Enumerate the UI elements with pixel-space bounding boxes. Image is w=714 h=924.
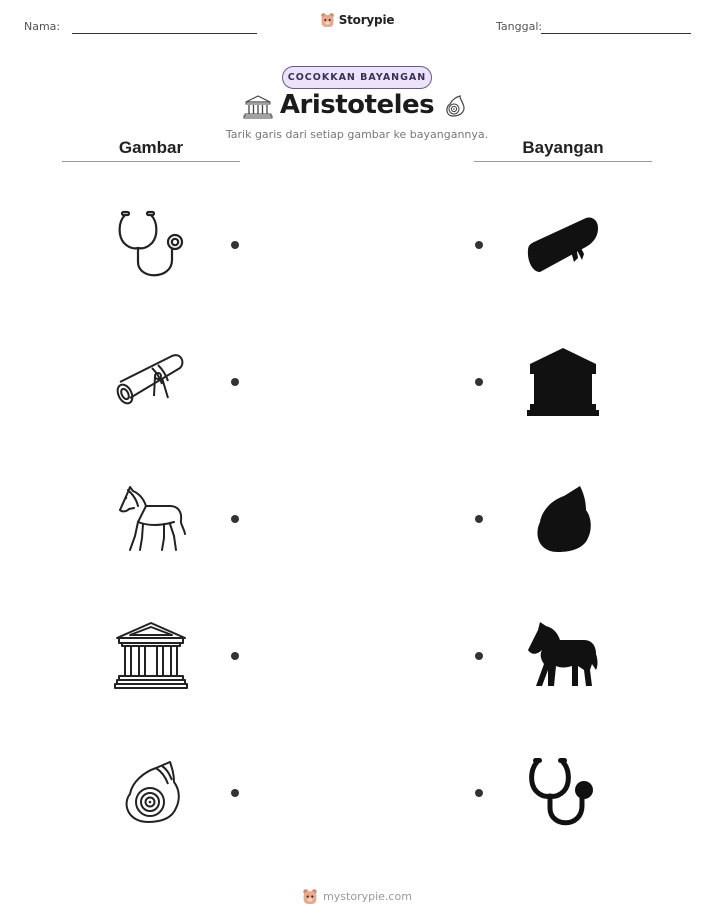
name-label: Nama: bbox=[24, 20, 61, 33]
column-header-right: Bayangan bbox=[522, 138, 604, 157]
stethoscope-silhouette[interactable] bbox=[526, 756, 600, 830]
date-label: Tanggal: bbox=[496, 20, 543, 33]
shell-silhouette[interactable] bbox=[532, 484, 592, 554]
instructions: Tarik garis dari setiap gambar ke bayangannya. bbox=[225, 128, 489, 141]
scroll-icon[interactable] bbox=[114, 348, 188, 414]
shell-icon bbox=[443, 94, 467, 120]
footer bbox=[0, 888, 714, 905]
brand-text: Storypie bbox=[338, 13, 395, 27]
brand-logo bbox=[0, 12, 714, 28]
bear-icon bbox=[320, 12, 335, 28]
match-dot-left[interactable] bbox=[231, 378, 239, 386]
bear-icon bbox=[302, 888, 318, 905]
match-dot-right[interactable] bbox=[475, 378, 483, 386]
horse-icon[interactable] bbox=[114, 484, 188, 554]
match-dot-left[interactable] bbox=[231, 515, 239, 523]
stethoscope-icon[interactable] bbox=[114, 208, 188, 282]
date-line[interactable] bbox=[541, 33, 691, 34]
match-dot-left[interactable] bbox=[231, 241, 239, 249]
match-dot-right[interactable] bbox=[475, 652, 483, 660]
match-dot-right[interactable] bbox=[475, 515, 483, 523]
temple-silhouette[interactable] bbox=[526, 346, 600, 418]
temple-icon[interactable] bbox=[114, 620, 188, 690]
column-header-left: Gambar bbox=[118, 138, 184, 157]
column-underline-left bbox=[62, 161, 240, 162]
match-dot-right[interactable] bbox=[475, 241, 483, 249]
worksheet-badge: COCOKKAN BAYANGAN bbox=[282, 66, 432, 89]
horse-silhouette[interactable] bbox=[526, 620, 600, 690]
column-underline-right bbox=[474, 161, 652, 162]
shell-icon[interactable] bbox=[120, 758, 184, 826]
match-dot-left[interactable] bbox=[231, 789, 239, 797]
footer-url[interactable]: mystorypie.com bbox=[323, 890, 412, 903]
scroll-silhouette[interactable] bbox=[526, 214, 600, 276]
page-title: Aristoteles bbox=[279, 90, 435, 120]
name-line[interactable] bbox=[72, 33, 257, 34]
match-dot-right[interactable] bbox=[475, 789, 483, 797]
match-dot-left[interactable] bbox=[231, 652, 239, 660]
